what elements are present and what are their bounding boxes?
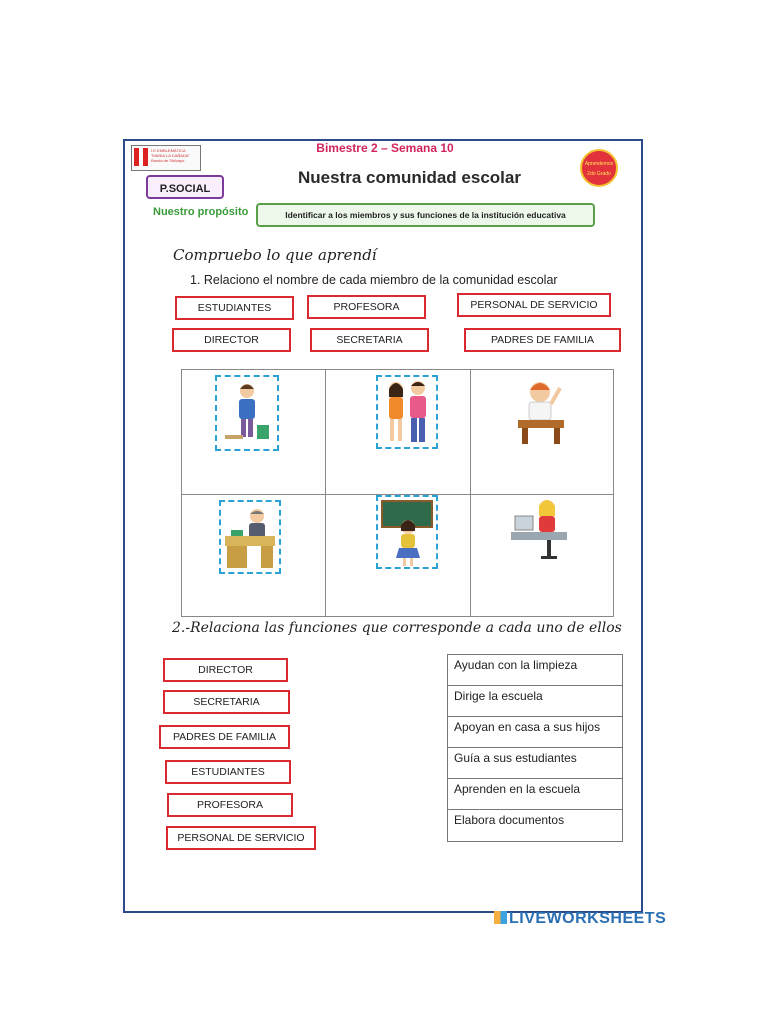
function-row[interactable]: Ayudan con la limpieza (448, 655, 622, 686)
cleaning-staff-drop-zone[interactable] (215, 375, 279, 451)
label2-padres-familia[interactable]: PADRES DE FAMILIA (159, 725, 290, 749)
school-logo (131, 145, 201, 171)
label2-estudiantes[interactable]: ESTUDIANTES (165, 760, 291, 784)
director-drop-zone[interactable] (219, 500, 281, 574)
parents-icon (378, 377, 436, 447)
section1-instruction: 1. Relaciono el nombre de cada miembro de la comunidad escolar (190, 273, 558, 287)
badge-line1: Aprendemos (584, 161, 614, 167)
function-row[interactable]: Aprenden en la escuela (448, 779, 622, 810)
teacher-icon (378, 497, 436, 567)
label-estudiantes[interactable]: ESTUDIANTES (175, 296, 294, 320)
bimestre-heading: Bimestre 2 – Semana 10 (316, 141, 454, 155)
label2-director[interactable]: DIRECTOR (163, 658, 288, 682)
liveworksheets-logo (494, 910, 666, 928)
student-image (510, 374, 572, 446)
label-director[interactable]: DIRECTOR (172, 328, 291, 352)
section1-heading: Compruebo lo que aprendí (173, 246, 377, 264)
logo-text: I.E.EMBLEMÁTICA "MARIA LA CAÑADA" Banda de Shilcayo (151, 148, 190, 163)
student-icon (510, 374, 572, 446)
label2-secretaria[interactable]: SECRETARIA (163, 690, 290, 714)
secretary-image (507, 494, 571, 564)
teacher-drop-zone[interactable] (376, 495, 438, 569)
label-secretaria[interactable]: SECRETARIA (310, 328, 429, 352)
subject-badge: P.SOCIAL (146, 175, 224, 199)
label2-profesora[interactable]: PROFESORA (167, 793, 293, 817)
label-personal-servicio[interactable]: PERSONAL DE SERVICIO (457, 293, 611, 317)
liveworksheets-icon (494, 911, 507, 924)
badge-line2: 2do Grado (587, 171, 611, 177)
cleaning-staff-icon (217, 377, 277, 449)
parents-drop-zone[interactable] (376, 375, 438, 449)
functions-table (447, 654, 623, 842)
flag-icon (134, 148, 148, 166)
secretary-icon (507, 494, 571, 564)
label-padres-familia[interactable]: PADRES DE FAMILIA (464, 328, 621, 352)
grade-badge-icon (580, 149, 618, 187)
function-row[interactable]: Guía a sus estudiantes (448, 748, 622, 779)
purpose-box: Identificar a los miembros y sus funciones de la institución educativa (256, 203, 595, 227)
purpose-label: Nuestro propósito (153, 206, 249, 218)
function-row[interactable]: Elabora documentos (454, 813, 565, 827)
function-row[interactable]: Apoyan en casa a sus hijos (448, 717, 622, 748)
label2-personal-servicio[interactable]: PERSONAL DE SERVICIO (166, 826, 316, 850)
section2-instruction: 2.-Relaciona las funciones que corresponde a cada uno de ellos (172, 620, 622, 636)
director-icon (221, 502, 279, 572)
label-profesora[interactable]: PROFESORA (307, 295, 426, 319)
page-title: Nuestra comunidad escolar (298, 168, 521, 187)
brand-text: LIVEWORKSHEETS (509, 910, 667, 927)
function-row[interactable]: Dirige la escuela (448, 686, 622, 717)
